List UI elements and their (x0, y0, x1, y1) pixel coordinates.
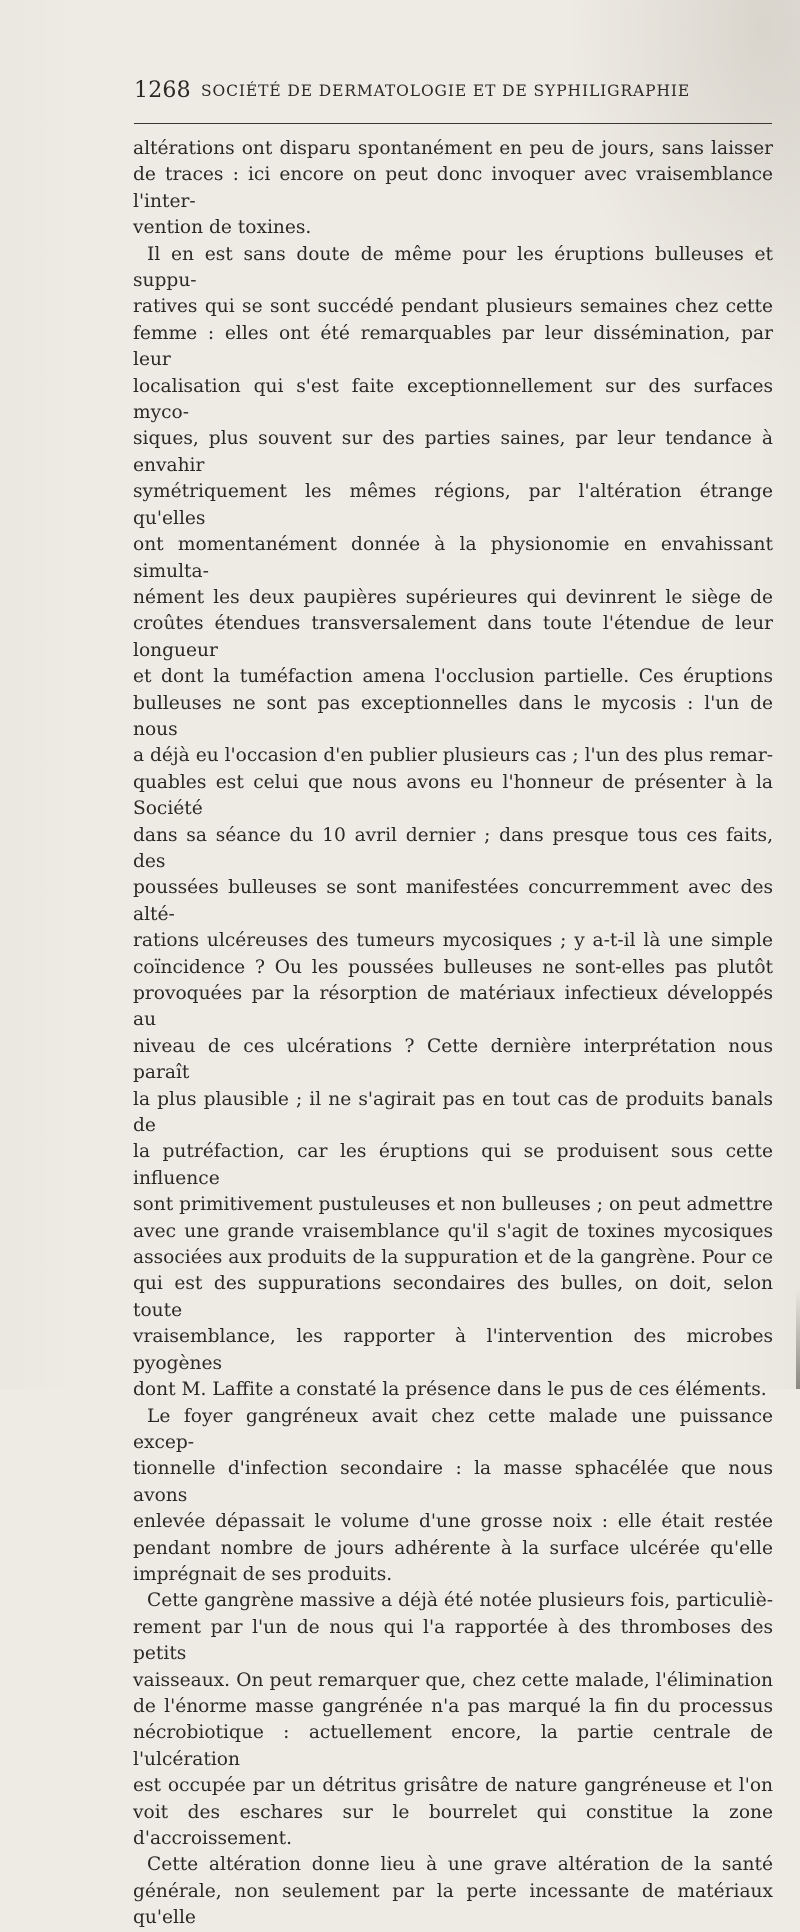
text-line: enlevée dépassait le volume d'une grosse noix : elle était restée (133, 1511, 773, 1533)
text-line: bulleuses ne sont pas exceptionnelles dans le mycosis : l'un de nous (133, 692, 773, 740)
text-line: Cette gangrène massive a déjà été notée plusieurs fois, particuliè- (147, 1590, 773, 1612)
text-line: rement par l'un de nous qui l'a rapportée à des thromboses des petits (133, 1616, 773, 1665)
text-line: vraisemblance, les rapporter à l'intervention des microbes pyogènes (133, 1326, 773, 1374)
text-line: symétriquement les mêmes régions, par l'altération étrange qu'elles (133, 481, 773, 529)
text-line: a déjà eu l'occasion d'en publier plusieurs cas ; l'un des plus remar- (133, 745, 773, 767)
text-line: niveau de ces ulcérations ? Cette dernière interprétation nous paraît (133, 1035, 773, 1084)
text-line: localisation qui s'est faite exceptionnellement sur des surfaces myco- (133, 375, 773, 424)
text-line: altérations ont disparu spontanément en peu de jours, sans laisser (133, 138, 773, 159)
text-line: dans sa séance du 10 avril dernier ; dans presque tous ces faits, des (133, 824, 773, 872)
text-line: imprégnait de ses produits. (133, 1563, 393, 1585)
text-line: est occupée par un détritus grisâtre de nature gangréneuse et l'on (133, 1775, 773, 1797)
text-line: et dont la tuméfaction amena l'occlusion partielle. Ces éruptions (133, 666, 773, 688)
page-edge-shadow (796, 1290, 800, 1389)
text-line: associées aux produits de la suppuration et de la gangrène. Pour ce (133, 1247, 773, 1269)
text-line: voit des eschares sur le bourrelet qui constitue la zone d'accroissement. (133, 1801, 773, 1849)
text-line: nément les deux paupières supérieures qui devinrent le siège de (133, 586, 773, 608)
text-line: provoquées par la résorption de matériaux infectieux développés au (133, 983, 773, 1031)
header-rule (134, 123, 772, 124)
text-line: quables est celui que nous avons eu l'honneur de présenter à la Société (133, 771, 773, 820)
text-line: tionnelle d'infection secondaire : la masse sphacélée que nous avons (133, 1458, 773, 1506)
text-line: croûtes étendues transversalement dans toute l'étendue de leur longueur (133, 613, 773, 661)
text-line: sont primitivement pustuleuses et non bulleuses ; on peut admettre (133, 1194, 773, 1216)
text-line: dont M. Laffite a constaté la présence dans le pus de ces éléments. (133, 1379, 767, 1401)
text-line: de traces : ici encore on peut donc invoquer avec vraisemblance l'inter- (133, 164, 773, 212)
text-line: avec une grande vraisemblance qu'il s'agit de toxines mycosiques (133, 1220, 773, 1242)
text-line: de l'énorme masse gangrénée n'a pas marqué la fin du processus (133, 1695, 773, 1717)
page-number: 1268 (134, 78, 191, 103)
text-line: rations ulcéreuses des tumeurs mycosiques ; y a-t-il là une simple (133, 930, 773, 952)
text-line: Il en est sans doute de même pour les éruptions bulleuses et suppu- (133, 243, 773, 292)
running-head (134, 78, 774, 108)
text-line: nécrobiotique : actuellement encore, la partie centrale de l'ulcération (133, 1722, 773, 1770)
text-line: vention de toxines. (133, 217, 312, 239)
text-line: Le foyer gangréneux avait chez cette malade une puissance excep- (133, 1405, 773, 1453)
text-line: femme : elles ont été remarquables par leur dissémination, par leur (133, 322, 773, 371)
text-line: ont momentanément donnée à la physionomie en envahissant simulta- (133, 534, 773, 582)
text-line: ratives qui se sont succédé pendant plusieurs semaines chez cette (133, 296, 773, 318)
text-line: la putréfaction, car les éruptions qui se produisent sous cette influence (133, 1141, 773, 1189)
text-line: coïncidence ? Ou les poussées bulleuses ne sont-elles pas plutôt (133, 956, 773, 978)
text-line: vaisseaux. On peut remarquer que, chez cette malade, l'élimination (133, 1669, 773, 1691)
text-line: pendant nombre de jours adhérente à la surface ulcérée qu'elle (133, 1537, 773, 1559)
running-head-title: SOCIÉTÉ DE DERMATOLOGIE ET DE SYPHILIGRAPHIE (201, 82, 691, 100)
text-line: siques, plus souvent sur des parties saines, par leur tendance à envahir (133, 428, 773, 476)
text-line: qui est des suppurations secondaires des bulles, on doit, selon toute (133, 1273, 773, 1321)
body-text (133, 136, 773, 1932)
text-line: Cette altération donne lieu à une grave altération de la santé (147, 1854, 773, 1876)
text-line: poussées bulleuses se sont manifestées concurremment avec des alté- (133, 877, 773, 925)
text-line: la plus plausible ; il ne s'agirait pas en tout cas de produits banals de (133, 1088, 773, 1137)
text-line: générale, non seulement par la perte incessante de matériaux qu'elle (133, 1880, 773, 1929)
